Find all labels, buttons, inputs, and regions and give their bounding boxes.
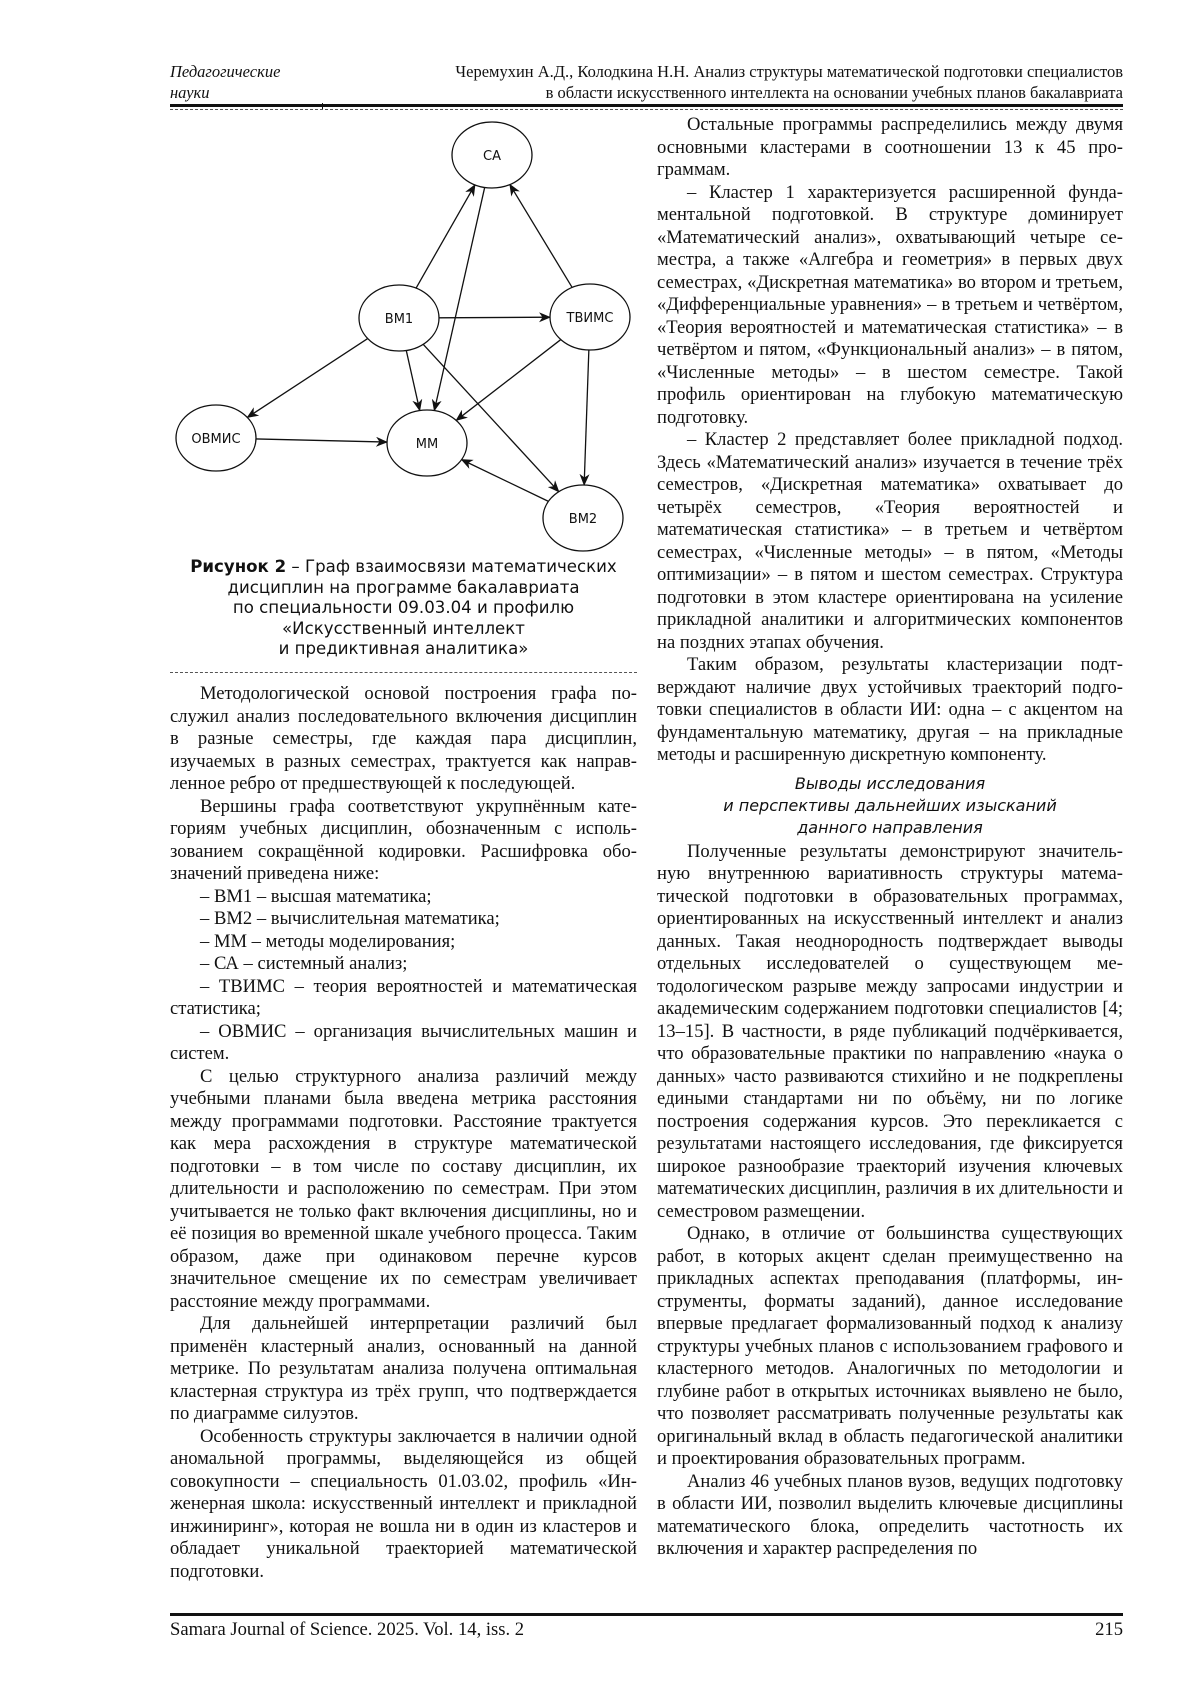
footer-rule [170,1613,1123,1616]
legend-item-bm1: – ВМ1 – высшая математика; [200,885,432,907]
legend-item-bm2: – ВМ2 – вычислительная математика; [200,908,500,929]
paragraph: С целью структурного анализа различий между учебными планами была введена метрика расстояния между программами подготовки. Расстояние трактуется как мера расхождения в структуре математической подготовки – в том числе по составу дисциплин, их длительности и расположению по семестрам. При этом учитывается не только факт включения дисциплины, но и её позиция во временной шкале учебного процесса. Таким образом, даже при одинаковом перечне курсов значительное смещение их по семестрам увеличивает расстояние между программами. [170,1065,637,1312]
legend-item-ca: – СА – системный анализ; [200,953,408,974]
legend-item-ovmis: – ОВМИС – организация вычислительных машин и систем. [170,1020,637,1064]
node-ovmis [176,405,256,471]
edge-ovmis-to-mm [256,439,387,442]
node-label: ТВИМС [566,311,614,326]
node-label: СА [483,149,501,164]
page-number: 215 [1095,1619,1123,1640]
header-divider-tick [322,103,323,109]
caption-label: Рисунок 2 [190,557,287,576]
node-label: ММ [415,437,439,452]
paragraph: Особенность структуры заключается в наличии одной аномальной программы, выделяющейся из общей совокупности – специальность 01.03.02, профиль «Инженерная школа: искусственный интеллект и прикладной инжиниринг», которая не вошла ни в один из кластеров и обладает уникальной траекторией математической подготовки. [170,1425,637,1582]
edge-tvims-to-bm2 [584,350,589,485]
running-header [170,61,1123,105]
node-label: ВМ2 [568,512,598,527]
paragraph: Для дальнейшей интерпретации различий был применён кластерный анализ, основанный на данной метрике. По результатам анализа получена оптимальная кластерная структура из трёх групп, что подтверждается по диаграмме силуэтов. [170,1313,637,1424]
caption-line-2: дисциплин на программе бакалавриата [227,577,580,597]
left-column [170,683,637,1583]
paragraph: Таким образом, результаты кластеризации подтверждают наличие двух устойчивых траекторий подготовки специалистов в области ИИ: одна – с акцентом на фундаментальную математику, другая – на прикладные методы и расширенную дискретную компоненту. [657,654,1123,765]
header-section-line2: науки [170,83,210,102]
edge-bm1-to-ca [416,185,475,288]
header-title-line2: в области искусственного интеллекта на основании учебных планов бакалавриата [545,83,1123,102]
node-mm [387,410,467,476]
footer-journal: Samara Journal of Science. 2025. Vol. 14, iss. 2 [170,1619,525,1640]
edge-bm1-to-mm [406,350,419,410]
paragraph: – Кластер 1 характеризуется расширенной фундаментальной подготовкой. В структуре доминирует «Математический анализ», охватывающий четыре семестра, а также «Алгебра и геометрия» в первых двух семестрах, «Дискретная математика» во втором и третьем, «Дифференциальные уравнения» – в третьем и четвёртом, «Теория вероятностей и математическая статистика» – в четвёртом и пятом, «Функциональный анализ» – в пятом, «Численные методы» – в шестом семестре. Такой профиль ориентирован на глубокую математическую подготовку. [657,181,1123,428]
caption-text-1: – Граф взаимосвязи математических [286,557,617,576]
paragraph: Анализ 46 учебных планов вузов, ведущих подготовку в области ИИ, позволил выделить ключевые дисциплины математического блока, определить частотность их включения и характер распределения по [657,1470,1123,1559]
paragraph: Полученные результаты демонстрируют значительную внутреннюю вариативность структуры математической подготовки в образовательных программах, ориентированных на искусственный интеллект и анализ данных. Такая неоднородность подтверждает выводы отдельных исследователей о существующем методологическом разрыве между запросами индустрии и академическим содержанием подготовки специалистов [4; 13–15]. В частности, в ряде публикаций подчёркивается, что образовательные практики по направлению «наука о данных» часто развиваются стихийно и не подкреплены едиными стандартами ни по объёму, ни по логике построения содержания курсов. Это перекликается с результатами настоящего исследования, где фиксируется широкое разнообразие траекторий изучения ключевых математических дисциплин, различия в их длительности и семестровом размещении. [657,840,1123,1222]
paragraph: Вершины графа соответствуют укрупнённым категориям учебных дисциплин, обозначенным с использованием сокращённой кодировки. Расшифровка обозначений приведена ниже: [170,795,637,884]
header-article-title [363,61,1123,103]
caption-line-1 [170,557,637,578]
legend-item-mm: – ММ – методы моделирования; [200,930,456,952]
paragraph: Методологической основой построения графа послужил анализ последовательного включения дисциплин в разные семестры, где каждая пара дисциплин, изучаемых в разных семестрах, трактуется как направленное ребро от предшествующей к последующей. [170,683,637,794]
figure-graph [170,112,637,552]
caption-line-5: и предиктивная аналитика» [278,639,529,658]
node-bm2 [543,485,623,551]
section-heading [657,773,1123,839]
paragraph: – Кластер 2 представляет более прикладной подход. Здесь «Математический анализ» изучается в течение трёх семестров, «Дискретная математика» охватывает до четырёх семестров, «Теория вероятностей и математическая статистика» – в третьем и четвёртом семестрах, «Численные методы» – в пятом, «Методы оптимизации» – в пятом и шестом семестрах. Структура подготовки в этом кластере ориентирована на усиление прикладной аналитики и алгоритмических компонентов на поздних этапах обучения. [657,429,1123,653]
graph-svg [170,112,637,552]
edge-tvims-to-ca [510,185,572,288]
node-bm1 [359,285,439,351]
header-rule [170,104,1123,107]
section-heading-line-3: данного направления [797,817,983,837]
header-section-line1: Педагогические [170,62,281,81]
section-heading-line-1: Выводы исследования [794,773,986,793]
figure-caption [170,557,637,660]
node-ca [452,122,532,188]
paragraph: Однако, в отличие от большинства существующих работ, в которых акцент сделан преимущественно на прикладных аспектах преподавания (платформы, инструменты, форматы заданий), данное исследование впервые предлагает формализованный подход к анализу структуры учебных планов с использованием графового и кластерного методов. Аналогичных по методологии и глубине работ в открытых источниках выявлено не было, что позволяет рассматривать полученные результаты как оригинальный вклад в область педагогической аналитики и проектирования образовательных программ. [657,1223,1123,1469]
figure-separator [170,672,637,673]
node-label: ВМ1 [384,312,414,327]
edge-bm1-to-tvims [439,317,550,318]
paragraph: Остальные программы распределились между двумя основными кластерами в соотношении 13 к 45 программам. [657,114,1123,180]
edge-bm1-to-ovmis [247,339,367,418]
header-section [170,61,280,103]
caption-line-3: по специальности 09.03.04 и профилю [232,598,575,617]
header-rule-dashed [170,109,1123,110]
right-column [657,114,1123,1561]
caption-line-4: «Искусственный интеллект [282,618,525,638]
node-label: ОВМИС [191,432,241,447]
edge-ca-to-mm [434,187,484,410]
section-heading-line-2: и перспективы дальнейших изысканий [723,795,1057,815]
node-tvims [550,284,630,350]
edge-tvims-to-mm [456,340,561,421]
legend-item-tvims: – ТВИМС – теория вероятностей и математическая статистика; [170,975,637,1019]
header-title-line1: Черемухин А.Д., Колодкина Н.Н. Анализ структуры математической подготовки специалистов [455,62,1123,81]
